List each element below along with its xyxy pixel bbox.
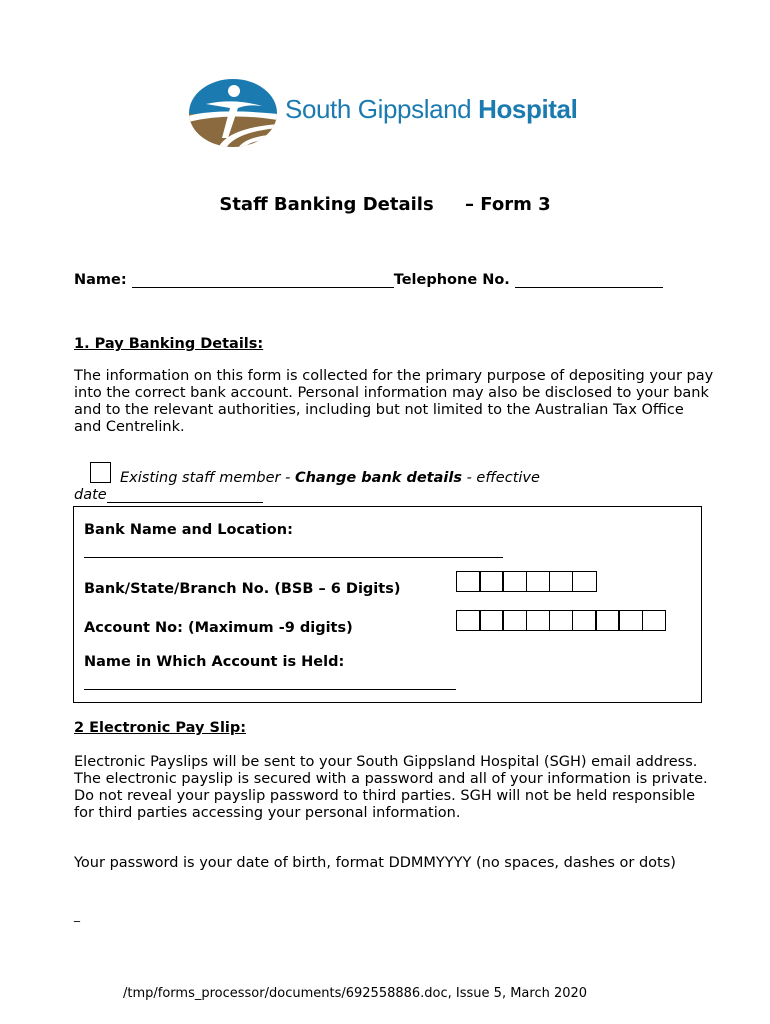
telephone-field-line[interactable] [515, 273, 663, 288]
bsb-digit-box[interactable] [479, 571, 504, 592]
date-field-line[interactable] [107, 488, 263, 503]
telephone-label: Telephone No. [393, 272, 510, 288]
account-digit-box[interactable] [642, 610, 667, 631]
logo-text [285, 94, 577, 125]
bsb-digit-box[interactable] [572, 571, 597, 592]
bank-name-field-line[interactable] [84, 543, 503, 558]
contact-row [74, 272, 663, 288]
bank-details-box [73, 506, 702, 703]
section-pay-banking-paragraph: The information on this form is collected for the primary purpose of depositing your pay into the correct bank account. Personal information may also be disclosed to your bank and to the relevant authorities, including but not limited to the Australian Tax Office and Centrelink. [74, 368, 714, 435]
document-footer: /tmp/forms_processor/documents/692558886.doc, Issue 5, March 2020 [123, 986, 588, 1001]
account-holder-field-line[interactable] [84, 675, 456, 690]
bank-name-label: Bank Name and Location: [84, 522, 293, 538]
bsb-label: Bank/State/Branch No. (BSB – 6 Digits) [84, 581, 401, 597]
logo-name-bold: Hospital [478, 94, 578, 124]
existing-text-end: - effective [461, 470, 540, 486]
account-holder-label: Name in Which Account is Held: [84, 654, 345, 670]
password-note: Your password is your date of birth, format DDMMYYYY (no spaces, dashes or dots) [74, 855, 676, 871]
section-pay-banking-heading: 1. Pay Banking Details: [74, 336, 264, 352]
bsb-digit-box[interactable] [549, 571, 574, 592]
account-digit-box[interactable] [549, 610, 574, 631]
section-electronic-payslip-heading: 2 Electronic Pay Slip: [74, 720, 247, 736]
account-digit-box[interactable] [572, 610, 597, 631]
stray-underscore: _ [74, 908, 80, 922]
effective-date-row [74, 487, 263, 503]
existing-text-start: Existing staff member - [120, 470, 295, 486]
name-label: Name: [74, 272, 127, 288]
account-digit-box[interactable] [456, 610, 481, 631]
account-digit-box[interactable] [618, 610, 643, 631]
logo-name-regular: South Gippsland [285, 94, 479, 124]
account-digit-boxes [456, 610, 665, 631]
account-digit-box[interactable] [526, 610, 551, 631]
form-title: Staff Banking Details – Form 3 [219, 194, 551, 215]
section-electronic-payslip-paragraph: Electronic Payslips will be sent to your South Gippsland Hospital (SGH) email address. The electronic payslip is secured with a password and all of your information is private. Do not reveal your payslip password to third parties. SGH will not be held responsible for third parties accessing your personal information. [74, 754, 708, 821]
bsb-digit-box[interactable] [526, 571, 551, 592]
account-digit-box[interactable] [479, 610, 504, 631]
account-digit-box[interactable] [502, 610, 527, 631]
bsb-digit-box[interactable] [456, 571, 481, 592]
logo-emblem-icon [188, 78, 278, 148]
account-number-label: Account No: (Maximum -9 digits) [84, 620, 353, 636]
existing-staff-text [120, 470, 540, 486]
existing-staff-checkbox[interactable] [90, 462, 111, 483]
name-field-line[interactable] [132, 273, 394, 288]
bsb-digit-box[interactable] [502, 571, 527, 592]
bsb-digit-boxes [456, 571, 595, 592]
account-digit-box[interactable] [595, 610, 620, 631]
hospital-logo [188, 78, 588, 148]
change-bank-details-text: Change bank details [294, 470, 462, 486]
date-label: date [74, 487, 107, 503]
